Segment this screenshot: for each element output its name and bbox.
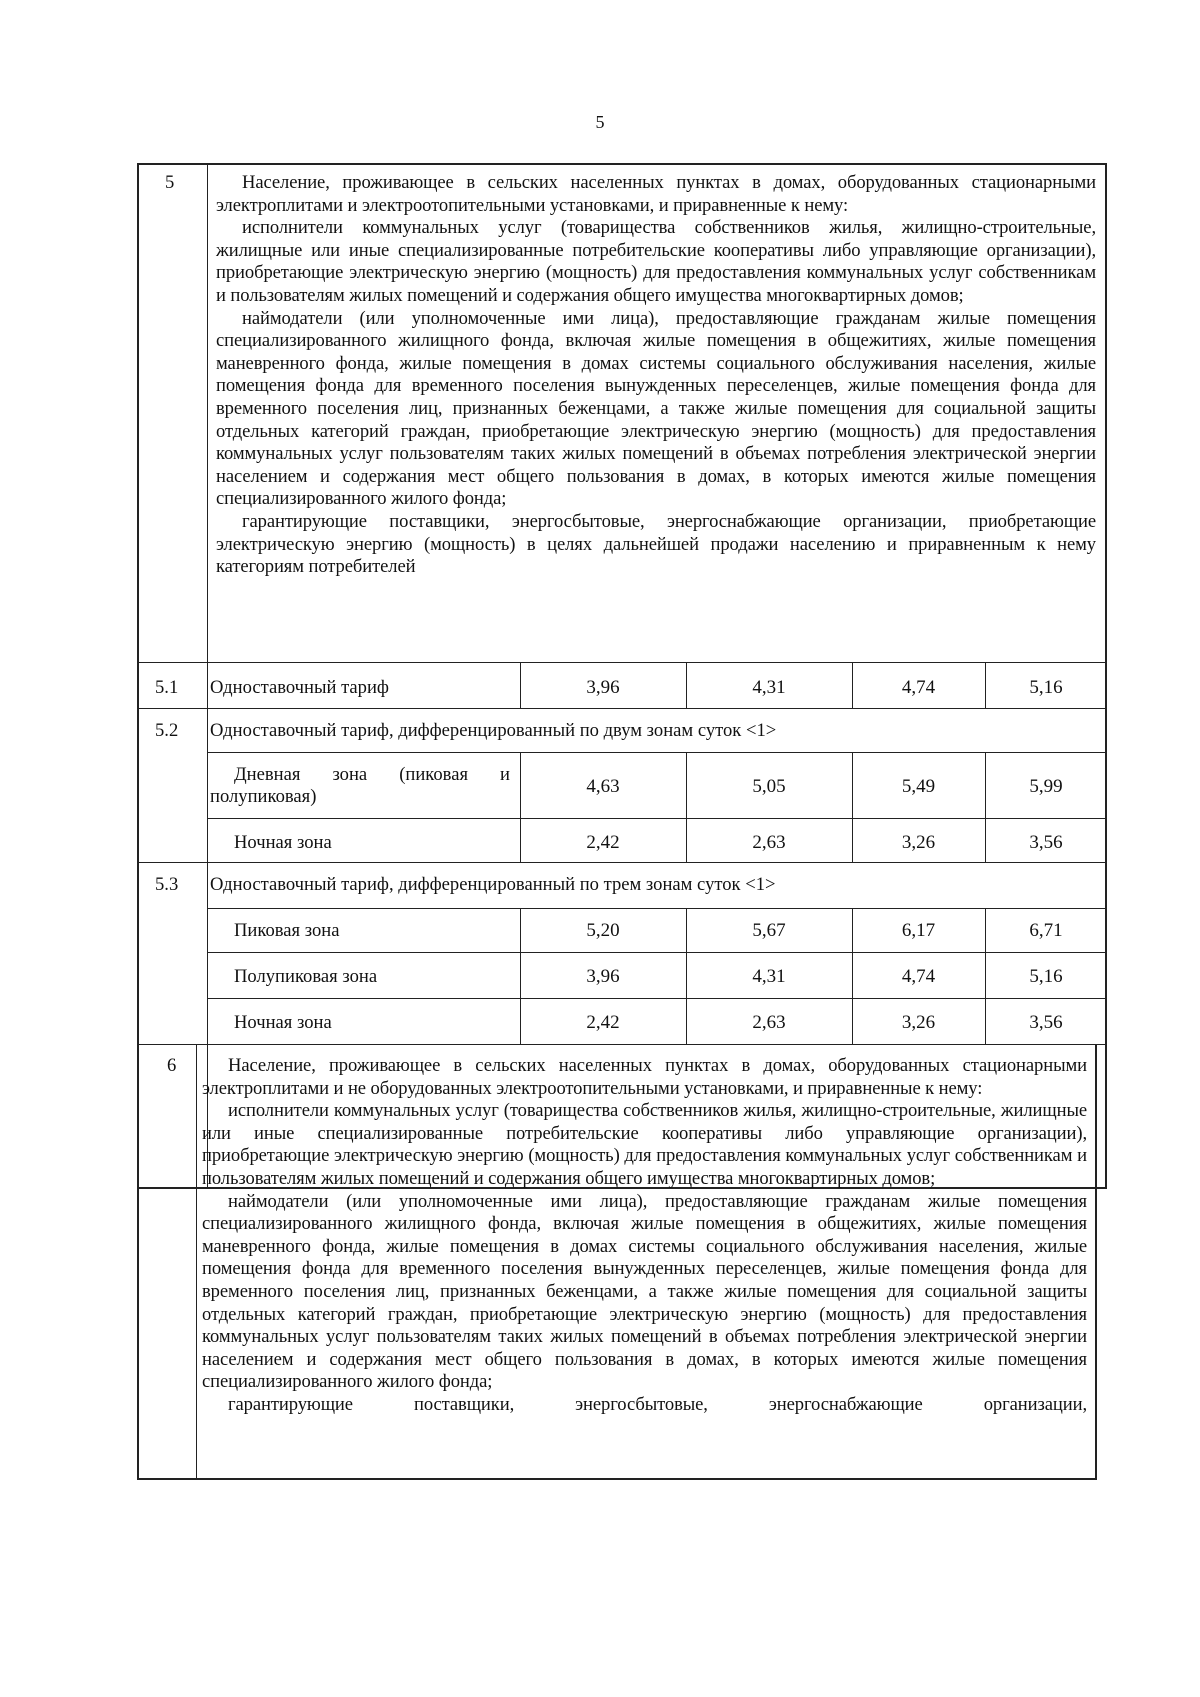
tariff-value: 3,56 bbox=[1029, 832, 1063, 853]
row-divider bbox=[207, 908, 1107, 909]
tariff-value: 5,99 bbox=[1029, 776, 1063, 797]
tariff-value: 4,31 bbox=[752, 677, 786, 698]
tariff-value: 3,26 bbox=[901, 832, 936, 853]
row-number-5: 5 bbox=[165, 172, 175, 193]
row-divider bbox=[137, 662, 1107, 663]
row-number-6: 6 bbox=[167, 1055, 177, 1076]
row-divider bbox=[207, 752, 1107, 753]
section-5-paragraph: наймодатели (или уполномоченные ими лица), предоставляющие гражданам жилые помещения специализированного жилищного фонда, включая жилые помещения в общежитиях, жилые помещения маневренного фонда, жилые помещения в домах системы социального обслуживания населения, жилые помещения фонда для временного поселения вынужденных переселенцев, жилые помещения фонда для временного поселения лиц, признанных беженцами, а также жилые помещения для социальной защиты отдельных категорий граждан, приобретающие электрическую энергию (мощность) для предоставления коммунальных услуг пользователям таких жилых помещений в объемах потребления электрической энергии населением и содержания мест общего пользования в домах, в которых имеются жилые помещения специализированного жилого фонда; bbox=[216, 307, 1096, 510]
section-5-paragraph: исполнители коммунальных услуг (товарищества собственников жилья, жилищно-строительные, жилищные или иные специализированные потребительские кооперативы либо управляющие организации), приобретающие электрическую энергию (мощность) для предоставления коммунальных услуг собственникам и пользователям жилых помещений и содержания общего имущества многоквартирных домов; bbox=[216, 217, 1096, 306]
tariff-value: 5,16 bbox=[1029, 966, 1063, 987]
value-column-divider bbox=[686, 908, 687, 1044]
section-5-paragraph: Население, проживающее в сельских населенных пунктах в домах, оборудованных стационарными электроплитами и электроотопительными установками, и приравненные к нему: bbox=[216, 172, 1096, 216]
row-5-2-day-label: Дневная зона (пиковая и полупиковая) bbox=[210, 764, 510, 807]
value-column-divider bbox=[686, 752, 687, 862]
section-6-paragraph: гарантирующие поставщики, энергосбытовые, энергоснабжающие организации, bbox=[228, 1393, 1087, 1415]
tariff-value: 2,42 bbox=[586, 1012, 620, 1033]
row-5-2-title: Одноставочный тариф, дифференцированный по двум зонам суток <1> bbox=[210, 720, 777, 741]
value-column-divider bbox=[520, 752, 521, 862]
row-divider bbox=[137, 708, 1107, 709]
tariff-value: 2,42 bbox=[586, 832, 620, 853]
row-5-2-night-label: Ночная зона bbox=[234, 832, 332, 853]
row-5-3-night-label: Ночная зона bbox=[234, 1012, 332, 1033]
tariff-value: 2,63 bbox=[752, 832, 786, 853]
row-number-5-3: 5.3 bbox=[155, 874, 179, 895]
tariff-value: 3,96 bbox=[586, 677, 620, 698]
row-divider bbox=[137, 862, 1107, 863]
section-6-paragraph: наймодатели (или уполномоченные ими лица), предоставляющие гражданам жилые помещения специализированного жилищного фонда, включая жилые помещения в общежитиях, жилые помещения маневренного фонда, жилые помещения в домах системы социального обслуживания населения, жилые помещения фонда для временного поселения вынужденных переселенцев, жилые помещения фонда для временного поселения лиц, признанных беженцами, а также жилые помещения для социальной защиты отдельных категорий граждан, приобретающие электрическую энергию (мощность) для предоставления коммунальных услуг пользователям таких жилых помещений в объемах потребления электрической энергии населением и содержания мест общего пользования в домах, в которых имеются жилые помещения специализированного жилого фонда; bbox=[202, 1190, 1087, 1393]
tariff-value: 4,31 bbox=[752, 966, 786, 987]
section-5-paragraph: гарантирующие поставщики, энергосбытовые, энергоснабжающие организации, приобретающие электрическую энергию (мощность) в целях дальнейшей продажи населению и приравненным к нему категориям потребителей bbox=[216, 510, 1096, 578]
tariff-value: 5,16 bbox=[1029, 677, 1063, 698]
value-column-divider bbox=[520, 908, 521, 1044]
tariff-value: 4,74 bbox=[901, 677, 936, 698]
value-column-divider bbox=[852, 752, 853, 862]
row-5-3-peak-label: Пиковая зона bbox=[234, 920, 340, 941]
row-number-5-2: 5.2 bbox=[155, 720, 179, 741]
row-5-1-label: Одноставочный тариф bbox=[210, 677, 389, 698]
tariff-value: 5,49 bbox=[901, 776, 936, 797]
row-divider bbox=[207, 998, 1107, 999]
tariff-value: 2,63 bbox=[752, 1012, 786, 1033]
tariff-value: 3,56 bbox=[1029, 1012, 1063, 1033]
section-6-text bbox=[202, 1055, 1087, 1417]
section-6-paragraph: исполнители коммунальных услуг (товарищества собственников жилья, жилищно-строительные, жилищные или иные специализированные потребительские кооперативы либо управляющие организации), приобретающие электрическую энергию (мощность) для предоставления коммунальных услуг собственникам и пользователям жилых помещений и содержания общего имущества многоквартирных домов; bbox=[202, 1100, 1087, 1189]
section-5-text bbox=[216, 172, 1096, 579]
tariff-value: 3,26 bbox=[901, 1012, 936, 1033]
value-column-divider bbox=[985, 752, 986, 862]
page-number: 5 bbox=[595, 112, 605, 132]
row-5-3-title: Одноставочный тариф, дифференцированный по трем зонам суток <1> bbox=[210, 874, 776, 895]
number-column-divider bbox=[207, 163, 208, 1189]
row-5-3-halfpeak-label: Полупиковая зона bbox=[234, 966, 378, 987]
section-6-paragraph: Население, проживающее в сельских населенных пунктах в домах, оборудованных стационарными электроплитами и не оборудованных электроотопительными установками, и приравненные к нему: bbox=[202, 1055, 1087, 1099]
tariff-value: 4,74 bbox=[901, 966, 936, 987]
value-column-divider bbox=[852, 908, 853, 1044]
tariff-value: 6,17 bbox=[901, 920, 936, 941]
tariff-value: 5,20 bbox=[586, 920, 620, 941]
row-divider bbox=[207, 952, 1107, 953]
tariff-value: 6,71 bbox=[1029, 920, 1063, 941]
row-number-5-1: 5.1 bbox=[155, 677, 179, 698]
tariff-value: 5,67 bbox=[752, 920, 786, 941]
tariff-value: 5,05 bbox=[752, 776, 786, 797]
tariff-value: 3,96 bbox=[586, 966, 620, 987]
number-column-divider bbox=[196, 1044, 197, 1480]
value-column-divider bbox=[985, 908, 986, 1044]
tariff-value: 4,63 bbox=[586, 776, 620, 797]
row-divider bbox=[207, 818, 1107, 819]
